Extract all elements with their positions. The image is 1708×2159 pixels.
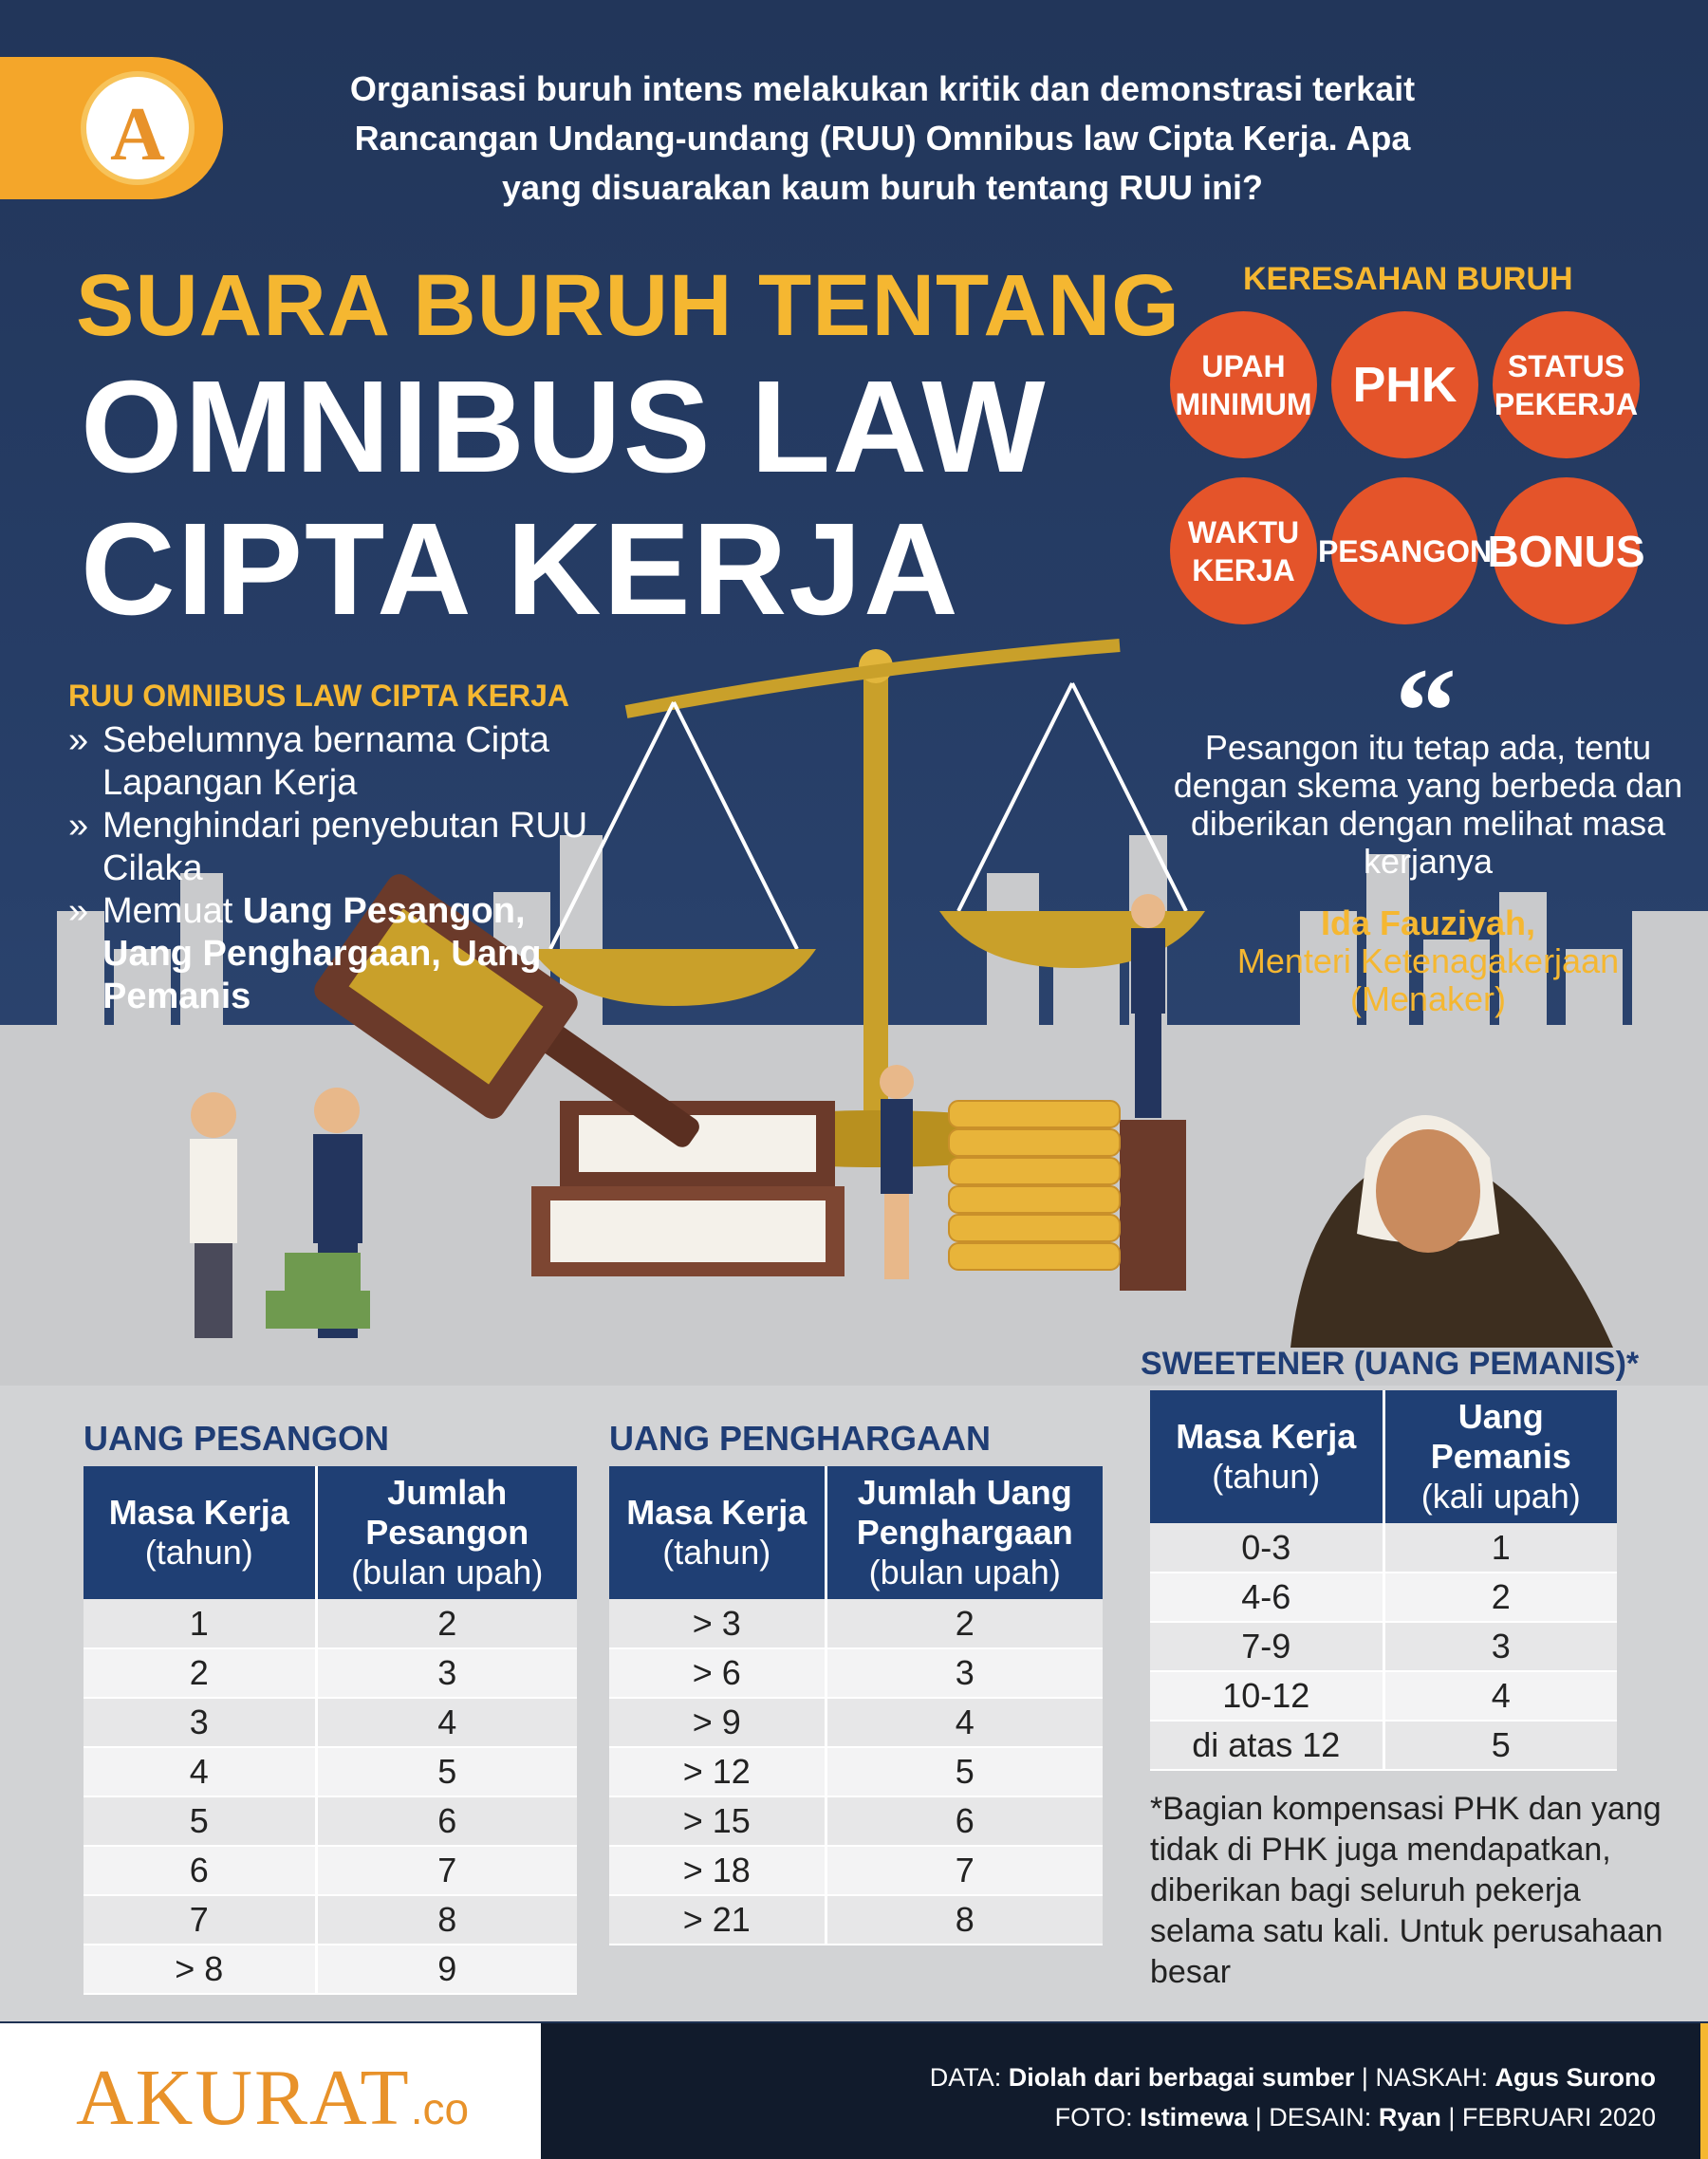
credits-line-2: FOTO: Istimewa | DESAIN: Ryan | FEBRUARI 2020 <box>1054 2103 1656 2131</box>
table-cell: > 12 <box>609 1747 826 1796</box>
table-row <box>1150 1622 1617 1671</box>
ruu-title: RUU OMNIBUS LAW CIPTA KERJA <box>68 679 569 713</box>
table-cell: 5 <box>1383 1721 1617 1770</box>
table-cell: 3 <box>1383 1622 1617 1671</box>
table-row <box>84 1796 577 1846</box>
table-cell: 5 <box>826 1747 1103 1796</box>
ruu-list <box>68 719 600 1018</box>
ruu-item-prefix: Memuat <box>102 891 243 931</box>
table-cell: 2 <box>316 1599 577 1648</box>
table-row <box>84 1945 577 1994</box>
pemanis-title: SWEETENER (UANG PEMANIS)* <box>1141 1346 1640 1382</box>
footer-accent <box>1700 2023 1708 2159</box>
table-row <box>1150 1573 1617 1622</box>
table-cell: 4 <box>1383 1671 1617 1721</box>
coins-icon <box>949 1101 1120 1270</box>
table-row <box>609 1747 1103 1796</box>
akurat-logo-badge <box>0 57 223 199</box>
table-cell: > 6 <box>609 1648 826 1698</box>
table-row <box>84 1747 577 1796</box>
table-header: Jumlah Pesangon (bulan upah) <box>316 1466 577 1599</box>
table-cell: > 8 <box>84 1945 316 1994</box>
table-header: Masa Kerja (tahun) <box>609 1466 826 1599</box>
concern-bubble: STATUS PEKERJA <box>1493 311 1640 458</box>
table-cell: > 3 <box>609 1599 826 1648</box>
table-cell: 1 <box>1383 1523 1617 1573</box>
table-row <box>84 1648 577 1698</box>
concern-bubble: PESANGON <box>1331 477 1478 624</box>
concern-bubble: BONUS <box>1493 477 1640 624</box>
table-cell: 0-3 <box>1150 1523 1383 1573</box>
quote-mark-icon: “ <box>1395 643 1457 780</box>
table-header: Uang Pemanis (kali upah) <box>1383 1390 1617 1523</box>
pemanis-table <box>1150 1390 1617 1771</box>
title-line-2: OMNIBUS LAW <box>81 354 1048 500</box>
table-row <box>84 1698 577 1747</box>
table-row <box>609 1599 1103 1648</box>
table-cell: 7-9 <box>1150 1622 1383 1671</box>
table-cell: 4 <box>316 1698 577 1747</box>
ruu-item-bold: Uang Pesangon, Uang Penghargaan, Uang Pemanis <box>102 891 542 1016</box>
table-cell: 7 <box>316 1846 577 1895</box>
ruu-item <box>68 890 600 1018</box>
table-cell: di atas 12 <box>1150 1721 1383 1770</box>
table-cell: 6 <box>316 1796 577 1846</box>
penghargaan-table <box>609 1466 1103 1945</box>
table-cell: 4 <box>826 1698 1103 1747</box>
table-row <box>84 1599 577 1648</box>
table-cell: > 15 <box>609 1796 826 1846</box>
table-header: Masa Kerja (tahun) <box>1150 1390 1383 1523</box>
table-cell: > 9 <box>609 1698 826 1747</box>
table-cell: 10-12 <box>1150 1671 1383 1721</box>
akurat-logo: AKURAT.co <box>76 2054 470 2142</box>
quote-text: Pesangon itu tetap ada, tentu dengan skema yang berbeda dan diberikan dengan melihat masa kerjanya <box>1173 728 1683 881</box>
concern-bubble: WAKTU KERJA <box>1170 477 1317 624</box>
quote-role: Menteri Ketenagakerjaan (Menaker) <box>1236 941 1620 1018</box>
quote-name: Ida Fauziyah, <box>1320 903 1536 942</box>
table-cell: 2 <box>1383 1573 1617 1622</box>
concern-bubble: PHK <box>1331 311 1478 458</box>
table-cell: 8 <box>826 1895 1103 1945</box>
table-cell: 3 <box>316 1648 577 1698</box>
table-row <box>609 1796 1103 1846</box>
ruu-item: » Sebelumnya bernama Cipta Lapangan Kerja <box>68 719 600 805</box>
table-cell: 4-6 <box>1150 1573 1383 1622</box>
table-cell: 2 <box>84 1648 316 1698</box>
table-cell: 1 <box>84 1599 316 1648</box>
footer-credits <box>930 2057 1656 2137</box>
pesangon-title: UANG PESANGON <box>84 1419 390 1458</box>
pemanis-footnote: *Bagian kompensasi PHK dan yang tidak di PHK juga mendapatkan, diberikan bagi seluruh pekerja selama satu kali. Untuk perusahaan besar <box>1150 1791 1663 1990</box>
table-header: Masa Kerja (tahun) <box>84 1466 316 1599</box>
penghargaan-title: UANG PENGHARGAAN <box>609 1419 992 1458</box>
table-header: Jumlah Uang Penghargaan (bulan upah) <box>826 1466 1103 1599</box>
table-row <box>84 1846 577 1895</box>
table-row <box>1150 1523 1617 1573</box>
table-cell: 9 <box>316 1945 577 1994</box>
intro-text: Organisasi buruh intens melakukan kritik dan demonstrasi terkait Rancangan Undang-undang (RUU) Omnibus law Cipta Kerja. Apa yang disuarakan kaum buruh tentang RUU ini? <box>349 69 1416 207</box>
table-cell: 6 <box>826 1796 1103 1846</box>
pesangon-table <box>84 1466 577 1995</box>
title-line-1: SUARA BURUH TENTANG <box>76 257 1180 354</box>
logo-a-icon <box>81 71 195 185</box>
concern-bubble: UPAH MINIMUM <box>1170 311 1317 458</box>
title-line-3: CIPTA KERJA <box>81 496 960 642</box>
table-cell: > 18 <box>609 1846 826 1895</box>
table-cell: 8 <box>316 1895 577 1945</box>
footer <box>0 2023 1708 2159</box>
table-row <box>609 1648 1103 1698</box>
table-cell: 5 <box>316 1747 577 1796</box>
credits-line-1: DATA: Diolah dari berbagai sumber | NASKAH: Agus Surono <box>929 2063 1656 2092</box>
table-row <box>609 1895 1103 1945</box>
table-cell: 5 <box>84 1796 316 1846</box>
concerns-title: KERESAHAN BURUH <box>1243 261 1573 297</box>
ruu-item: » Menghindari penyebutan RUU Cilaka <box>68 805 600 890</box>
table-cell: 3 <box>826 1648 1103 1698</box>
table-cell: 3 <box>84 1698 316 1747</box>
table-row <box>1150 1721 1617 1770</box>
table-cell: 4 <box>84 1747 316 1796</box>
table-row <box>609 1698 1103 1747</box>
table-row <box>609 1846 1103 1895</box>
table-cell: 2 <box>826 1599 1103 1648</box>
logo-letter: A <box>110 93 165 177</box>
table-cell: > 21 <box>609 1895 826 1945</box>
table-row <box>84 1895 577 1945</box>
table-cell: 6 <box>84 1846 316 1895</box>
table-cell: 7 <box>84 1895 316 1945</box>
table-cell: 7 <box>826 1846 1103 1895</box>
table-row <box>1150 1671 1617 1721</box>
